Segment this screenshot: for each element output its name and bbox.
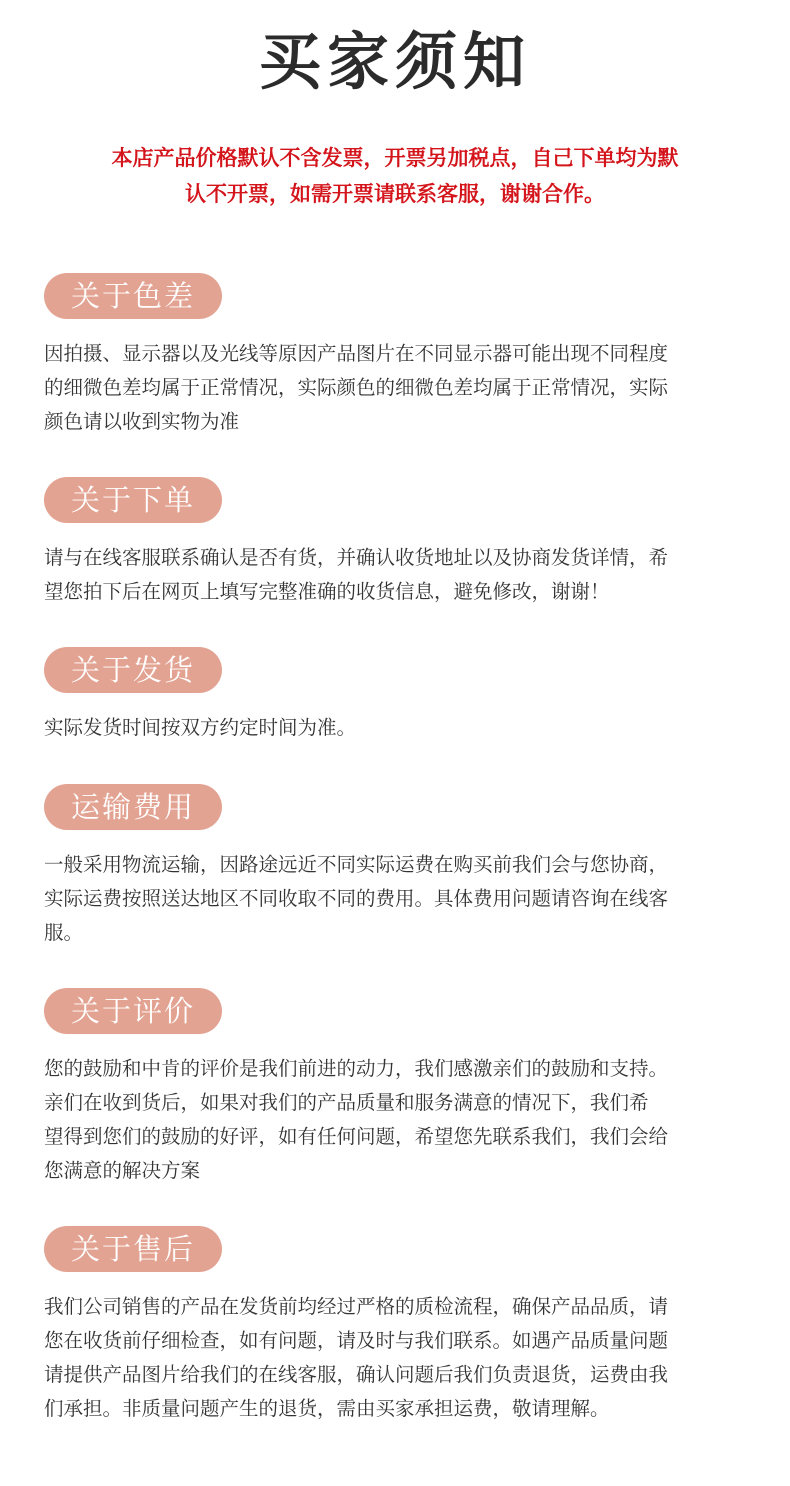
body-line: 望得到您们的鼓励的好评，如有任何问题，希望您先联系我们，我们会给 (44, 1125, 669, 1148)
body-line: 服。 (44, 921, 84, 944)
body-line: 望您拍下后在网页上填写完整准确的收货信息，避免修改，谢谢！ (44, 580, 610, 603)
section-color-difference (44, 273, 754, 439)
body-line: 实际运费按照送达地区不同收取不同的费用。具体费用问题请咨询在线客 (44, 887, 669, 910)
notice-line: 认不开票，如需开票请联系客服，谢谢合作。 (185, 182, 605, 206)
body-line: 颜色请以收到实物为准 (44, 410, 240, 433)
page-title: 买家须知 (258, 25, 531, 98)
section-body (44, 337, 754, 439)
section-shipping (44, 647, 754, 745)
body-line: 您满意的解决方案 (44, 1159, 201, 1182)
section-heading-badge: 关于售后 (44, 1226, 222, 1272)
body-line: 实际发货时间按双方约定时间为准。 (44, 716, 357, 739)
body-line: 请与在线客服联系确认是否有货，并确认收货地址以及协商发货详情，希 (44, 546, 669, 569)
section-body (44, 848, 754, 950)
notice-line: 本店产品价格默认不含发票，开票另加税点，自己下单均为默 (111, 146, 679, 170)
section-heading-badge: 关于发货 (44, 647, 222, 693)
section-heading-badge: 关于评价 (44, 988, 222, 1034)
body-line: 您在收货前仔细检查，如有问题，请及时与我们联系。如遇产品质量问题 (44, 1329, 669, 1352)
body-line: 您的鼓励和中肯的评价是我们前进的动力，我们感激亲们的鼓励和支持。 (44, 1057, 669, 1080)
body-line: 我们公司销售的产品在发货前均经过严格的质检流程，确保产品品质，请 (44, 1295, 669, 1318)
body-line: 的细微色差均属于正常情况，实际颜色的细微色差均属于正常情况，实际 (44, 376, 669, 399)
section-heading-badge: 运输费用 (44, 784, 222, 830)
section-body (44, 541, 754, 609)
section-body (44, 1290, 754, 1426)
section-after-sales (44, 1226, 754, 1426)
section-heading-badge: 关于色差 (44, 273, 222, 319)
body-line: 一般采用物流运输，因路途远近不同实际运费在购买前我们会与您协商， (44, 853, 669, 876)
section-body (44, 711, 754, 745)
body-line: 因拍摄、显示器以及光线等原因产品图片在不同显示器可能出现不同程度 (44, 342, 669, 365)
section-freight-cost (44, 784, 754, 950)
invoice-notice (60, 140, 730, 212)
section-reviews (44, 988, 754, 1188)
section-body (44, 1052, 754, 1188)
body-line: 们承担。非质量问题产生的退货，需由买家承担运费，敬请理解。 (44, 1397, 610, 1420)
body-line: 亲们在收到货后，如果对我们的产品质量和服务满意的情况下，我们希 (44, 1091, 649, 1114)
section-ordering (44, 477, 754, 609)
body-line: 请提供产品图片给我们的在线客服，确认问题后我们负责退货，运费由我 (44, 1363, 669, 1386)
section-heading-badge: 关于下单 (44, 477, 222, 523)
